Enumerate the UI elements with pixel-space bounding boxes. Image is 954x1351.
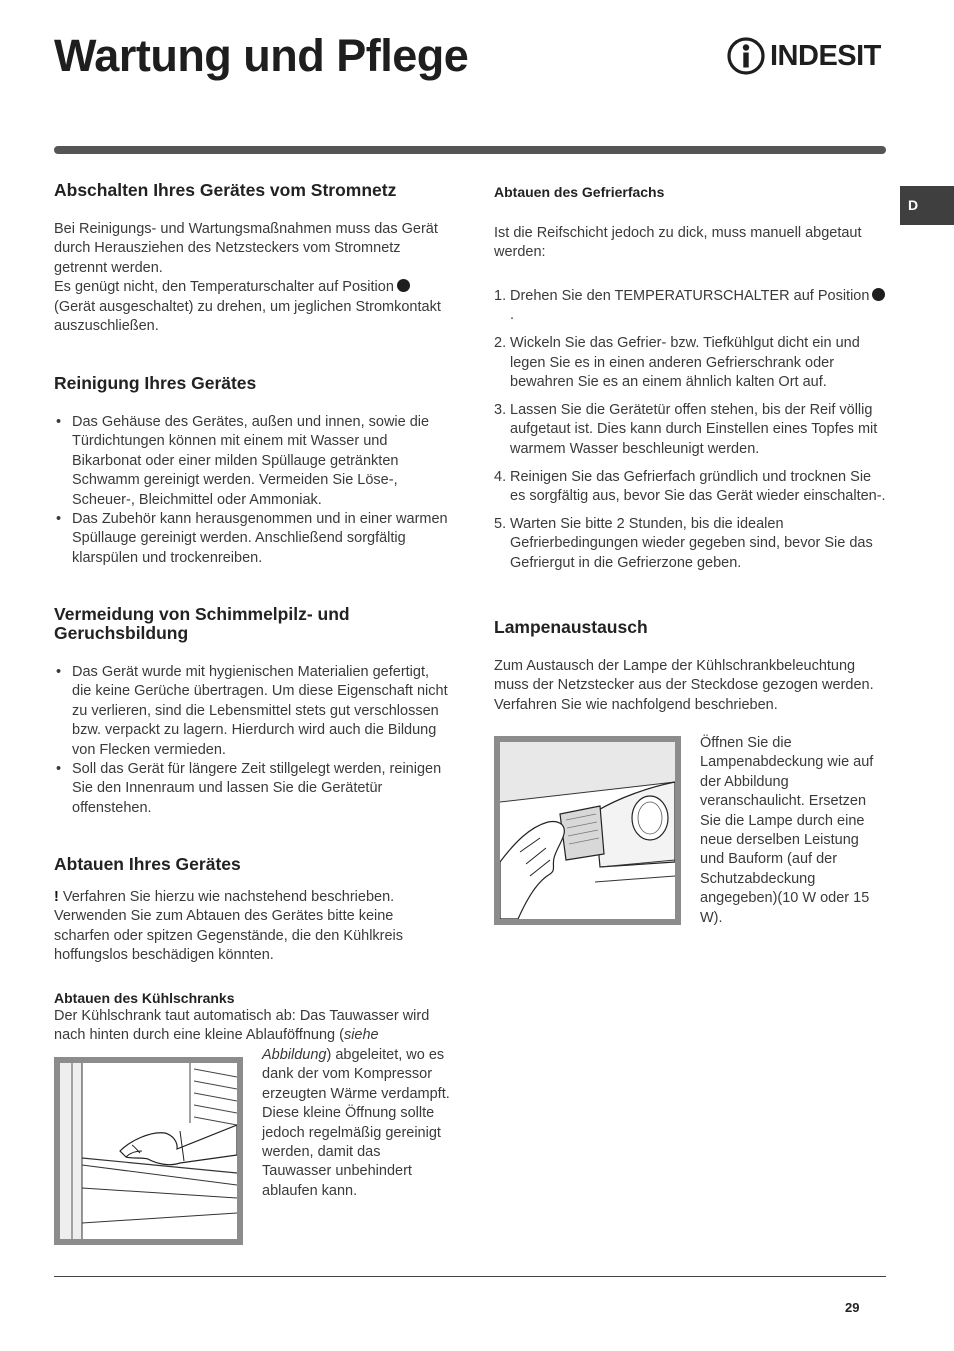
brand-name: INDESIT — [770, 39, 881, 72]
subheading-freezer-defrost: Abtauen des Gefrierfachs — [494, 184, 665, 200]
fridge-defrost-text-a: Der Kühlschrank taut automatisch ab: Das Tauwasser wird nach hinten durch eine kleine Ablauföffnung ( — [54, 1008, 430, 1044]
step-text: Lassen Sie die Gerätetür offen stehen, bis der Reif völlig aufgetaut ist. Dies kann durch Einstellen eines Topfes mit warmem Wasser beschleunigt werden. — [510, 402, 878, 457]
step-number: 5. — [494, 516, 507, 533]
power-warning — [54, 278, 449, 336]
step-text: Reinigen Sie das Gefrierfach gründlich und trocknen Sie es sorgfältig aus, bevor Sie das Gerät wieder einschalten-. — [510, 468, 886, 505]
fridge-defrost-text-b-body: ) abgeleitet, wo es dank der vom Kompressor erzeugten Wärme verdampft. — [262, 1047, 450, 1102]
header-divider — [54, 146, 886, 154]
step-number: 3. — [494, 402, 507, 419]
section-heading-lamp: Lampenaustausch — [494, 617, 648, 637]
step-item — [494, 401, 886, 459]
page-number: 29 — [845, 1300, 860, 1315]
step-item — [494, 515, 886, 573]
step-text: Warten Sie bitte 2 Stunden, bis die idealen Gefrierbedingungen wieder gegeben sind, bevor Sie das Gefriergut in die Gefrierzone geben. — [510, 516, 873, 571]
off-position-icon — [872, 288, 885, 301]
fridge-drain-illustration — [54, 1057, 243, 1245]
page-title: Wartung und Pflege — [54, 30, 469, 81]
list-item: • Das Zubehör kann herausgenommen und in einer warmen Spüllauge gereinigt werden. Anschließend sorgfältig klarspülen und trockenreiben. — [54, 510, 449, 568]
defrost-text-body: Verfahren Sie hierzu wie nachstehend beschrieben. Verwenden Sie zum Abtauen des Gerätes bitte keine scharfen oder spitzen Gegenstände, die den Kühlkreis hoffungslos beschädigen könnten. — [54, 889, 404, 964]
power-warning-text: Es genügt nicht, den Temperaturschalter auf Position — [54, 279, 394, 296]
list-item: • Soll das Gerät für längere Zeit stillgelegt werden, reinigen Sie den Innenraum und lassen Sie die Gerätetür offenstehen. — [54, 760, 449, 818]
lamp-replacement-drawing — [500, 742, 675, 919]
step-number: 4. — [494, 468, 507, 485]
step-item — [494, 287, 886, 326]
freezer-defrost-steps — [494, 287, 886, 582]
indesit-i-icon — [726, 36, 766, 76]
footer-divider — [54, 1276, 886, 1277]
fridge-drain-drawing — [60, 1063, 237, 1239]
power-warning-text-end: (Gerät ausgeschaltet) zu drehen, um jeglichen Stromkontakt auszuschließen. — [54, 298, 441, 335]
fridge-defrost-text-wrap — [262, 1046, 450, 1201]
lamp-text: Öffnen Sie die Lampenabdeckung wie auf der Abbildung veranschaulicht. Ersetzen Sie die Lampe durch eine neue derselben Leistung und Bauform (auf der Schutzabdeckung angegeben)(10 W oder 15 W). — [700, 735, 874, 926]
section-heading-mold: Vermeidung von Schimmelpilz- und Geruchsbildung — [54, 604, 350, 643]
fridge-defrost-italic-b: Abbildung — [262, 1047, 327, 1063]
subheading-fridge-defrost: Abtauen des Kühlschranks — [54, 990, 235, 1006]
step-item — [494, 468, 886, 507]
cleaning-list — [54, 413, 449, 568]
language-tab: D — [900, 186, 954, 225]
step-text: Drehen Sie den TEMPERATURSCHALTER auf Position — [510, 288, 870, 304]
warning-icon: ! — [54, 889, 59, 905]
lamp-replacement-illustration — [494, 736, 681, 925]
section-heading-power: Abschalten Ihres Gerätes vom Stromnetz — [54, 180, 397, 200]
fridge-defrost-text-b — [262, 1046, 450, 1104]
list-item: • Das Gerät wurde mit hygienischen Materialien gefertigt, die keine Gerüche übertragen. Um diese Eigenschaft nicht zu verlieren, sind die Lebensmittel stets gut verschlossen bzw. verpackt zu lagern. Hierdurch wird auch die Bildung von Flecken vermieden. — [54, 663, 449, 760]
section-heading-cleaning: Reinigung Ihres Gerätes — [54, 373, 257, 393]
step-item — [494, 334, 886, 392]
indesit-logo — [726, 36, 881, 76]
step-number: 1. — [494, 288, 507, 304]
fridge-defrost-text-c: Diese kleine Öffnung sollte jedoch regelmäßig gereinigt werden, damit das Tauwasser unbehindert ablaufen kann. — [262, 1105, 441, 1199]
defrost-text — [54, 888, 449, 966]
off-position-icon — [397, 279, 410, 292]
fridge-defrost-italic-a: siehe — [343, 1027, 379, 1044]
power-text: Bei Reinigungs- und Wartungsmaßnahmen muss das Gerät durch Herausziehen des Netzsteckers vom Stromnetz getrennt werden. — [54, 221, 438, 276]
step-text-end: . — [510, 307, 515, 324]
freezer-defrost-intro: Ist die Reifschicht jedoch zu dick, muss manuell abgetaut werden: — [494, 225, 862, 261]
section-power-body — [54, 220, 449, 336]
mold-list — [54, 663, 449, 818]
list-item: • Das Gehäuse des Gerätes, außen und innen, sowie die Türdichtungen können mit einem mit Wasser und Bikarbonat oder einer milden Spüllauge getränkten Schwamm gereinigt werden. Vermeiden Sie Löse-, Scheuer-, Bleichmittel oder Ammoniak. — [54, 413, 449, 510]
fridge-defrost-text — [54, 1007, 449, 1046]
lamp-intro: Zum Austausch der Lampe der Kühlschrankbeleuchtung muss der Netzstecker aus der Steckdose gezogen werden. Verfahren Sie wie nachfolgend beschrieben. — [494, 658, 874, 713]
step-number: 2. — [494, 335, 507, 352]
step-text: Wickeln Sie das Gefrier- bzw. Tiefkühlgut dicht ein und legen Sie es in einen anderen Gefrierschrank oder bewahren Sie es an einem ähnlich kalten Ort auf. — [510, 335, 860, 391]
section-heading-defrost: Abtauen Ihres Gerätes — [54, 854, 241, 874]
